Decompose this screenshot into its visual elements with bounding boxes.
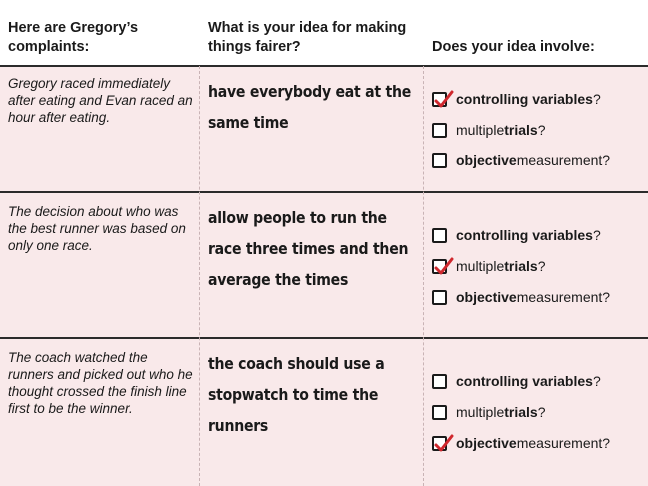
option-label-bold: controlling variables: [456, 91, 593, 107]
option-label-bold: objective: [456, 152, 517, 168]
option-label-bold: trials: [504, 122, 538, 138]
option-controlling-variables[interactable]: [432, 372, 601, 390]
table-row: [0, 338, 648, 486]
table-row: [0, 192, 648, 338]
checkbox-checked[interactable]: [432, 259, 447, 274]
checkbox-checked[interactable]: [432, 436, 447, 451]
option-label-rest: ?: [592, 227, 601, 243]
option-objective-measurement[interactable]: [432, 434, 610, 452]
option-label-rest: measurement?: [516, 289, 611, 305]
row-divider: [0, 65, 648, 67]
option-label-plain: multiple: [456, 258, 505, 274]
option-multiple-trials[interactable]: [432, 257, 546, 275]
complaint-text: Gregory raced immediately after eating and Evan raced an hour after eating.: [8, 76, 193, 125]
checkbox-checked[interactable]: [432, 92, 447, 107]
option-label-rest: ?: [592, 373, 601, 389]
option-label-rest: ?: [537, 122, 546, 138]
idea-text: the coach should use a stopwatch to time the runners: [208, 354, 385, 435]
option-label-rest: ?: [537, 258, 546, 274]
option-label-bold: controlling variables: [456, 227, 593, 243]
row-divider: [0, 191, 648, 193]
option-label-plain: multiple: [456, 122, 505, 138]
table-row: [0, 66, 648, 192]
table-header: [0, 0, 648, 66]
option-label-bold: objective: [456, 289, 517, 305]
option-label-bold: objective: [456, 435, 517, 451]
checkbox-unchecked[interactable]: [432, 374, 447, 389]
option-controlling-variables[interactable]: [432, 226, 601, 244]
column-divider: [423, 66, 424, 486]
column-divider: [199, 66, 200, 486]
checkbox-unchecked[interactable]: [432, 290, 447, 305]
option-multiple-trials[interactable]: [432, 121, 546, 139]
header-involve: Does your idea involve:: [432, 39, 595, 55]
check-mark-icon: [433, 256, 455, 278]
option-objective-measurement[interactable]: [432, 288, 610, 306]
check-mark-icon: [433, 433, 455, 455]
option-label-bold: trials: [504, 258, 538, 274]
checkbox-unchecked[interactable]: [432, 153, 447, 168]
row-divider: [0, 337, 648, 339]
option-controlling-variables[interactable]: [432, 90, 601, 108]
checkbox-unchecked[interactable]: [432, 405, 447, 420]
checkbox-unchecked[interactable]: [432, 228, 447, 243]
option-objective-measurement[interactable]: [432, 151, 610, 169]
header-idea: What is your idea for making things fairer?: [208, 20, 407, 55]
idea-text: allow people to run the race three times and then average the times: [208, 208, 409, 289]
header-complaints: Here are Gregory’s complaints:: [8, 20, 139, 55]
complaint-text: The coach watched the runners and picked out who he thought crossed the finish line first to be the winner.: [8, 350, 193, 416]
idea-text: have everybody eat at the same time: [208, 82, 411, 132]
option-label-plain: multiple: [456, 404, 505, 420]
option-label-rest: measurement?: [516, 435, 611, 451]
option-label-rest: measurement?: [516, 152, 611, 168]
option-multiple-trials[interactable]: [432, 403, 546, 421]
check-mark-icon: [433, 89, 455, 111]
option-label-rest: ?: [537, 404, 546, 420]
option-label-bold: trials: [504, 404, 538, 420]
complaint-text: The decision about who was the best runner was based on only one race.: [8, 204, 186, 253]
checkbox-unchecked[interactable]: [432, 123, 447, 138]
option-label-bold: controlling variables: [456, 373, 593, 389]
option-label-rest: ?: [592, 91, 601, 107]
